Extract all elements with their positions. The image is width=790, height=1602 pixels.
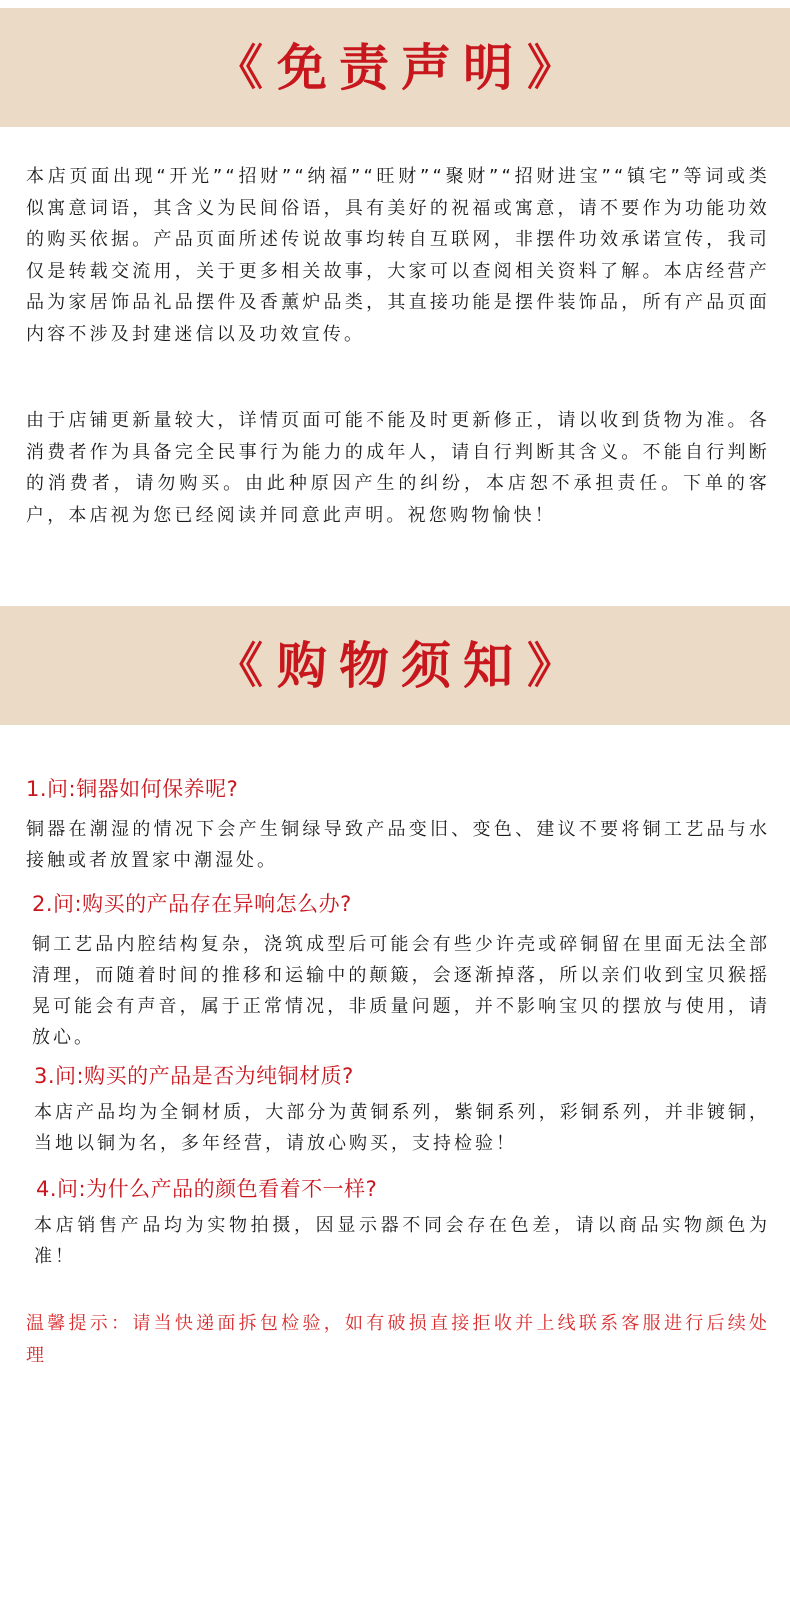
disclaimer-banner <box>0 8 790 127</box>
disclaimer-paragraph-1: 本店页面出现“开光”“招财”“纳福”“旺财”“聚财”“招财进宝”“镇宅”等词或类似寓意词语，其含义为民间俗语，具有美好的祝福或寓意，请不要作为功能功效的购买依据。产品页面所述传说故事均转自互联网，非摆件功效承诺宣传，我司仅是转载交流用，关于更多相关故事，大家可以查阅相关资料了解。本店经营产品为家居饰品礼品摆件及香薰炉品类，其直接功能是摆件装饰品，所有产品页面内容不涉及封建迷信以及功效宣传。 <box>26 166 770 345</box>
faq-question-3: 3.问:购买的产品是否为纯铜材质? <box>34 1064 354 1088</box>
disclaimer-title: 免责声明 <box>277 38 525 97</box>
faq-answer-3: 本店产品均为全铜材质，大部分为黄铜系列，紫铜系列，彩铜系列，并非镀铜，当地以铜为名，多年经营，请放心购买，支持检验！ <box>34 1102 770 1154</box>
shopping-notice-banner <box>0 606 790 725</box>
shopping-notice-title: 购物须知 <box>277 636 525 695</box>
faq-question-1: 1.问:铜器如何保养呢? <box>26 777 239 801</box>
left-bracket-ornament: 《 <box>214 39 263 96</box>
right-bracket-ornament: 》 <box>527 39 576 96</box>
faq-answer-1: 铜器在潮湿的情况下会产生铜绿导致产品变旧、变色、建议不要将铜工艺品与水接触或者放置家中潮湿处。 <box>26 819 770 871</box>
warm-tip: 温馨提示：请当快递面拆包检验，如有破损直接拒收并上线联系客服进行后续处理 <box>26 1313 770 1366</box>
faq-question-2: 2.问:购买的产品存在异响怎么办? <box>32 892 352 916</box>
faq-answer-2: 铜工艺品内腔结构复杂，浇筑成型后可能会有些少许壳或碎铜留在里面无法全部清理，而随着时间的推移和运输中的颠簸，会逐渐掉落，所以亲们收到宝贝猴摇晃可能会有声音，属于正常情况，非质量问题，并不影响宝贝的摆放与使用，请放心。 <box>32 934 770 1048</box>
faq-question-4: 4.问:为什么产品的颜色看着不一样? <box>36 1177 378 1201</box>
right-bracket-ornament: 》 <box>527 637 576 694</box>
left-bracket-ornament: 《 <box>214 637 263 694</box>
disclaimer-paragraph-2: 由于店铺更新量较大，详情页面可能不能及时更新修正，请以收到货物为准。各消费者作为具备完全民事行为能力的成年人，请自行判断其含义。不能自行判断的消费者，请勿购买。由此种原因产生的纠纷，本店恕不承担责任。下单的客户，本店视为您已经阅读并同意此声明。祝您购物愉快！ <box>26 410 770 526</box>
faq-answer-4: 本店销售产品均为实物拍摄，因显示器不同会存在色差，请以商品实物颜色为准！ <box>34 1215 770 1267</box>
